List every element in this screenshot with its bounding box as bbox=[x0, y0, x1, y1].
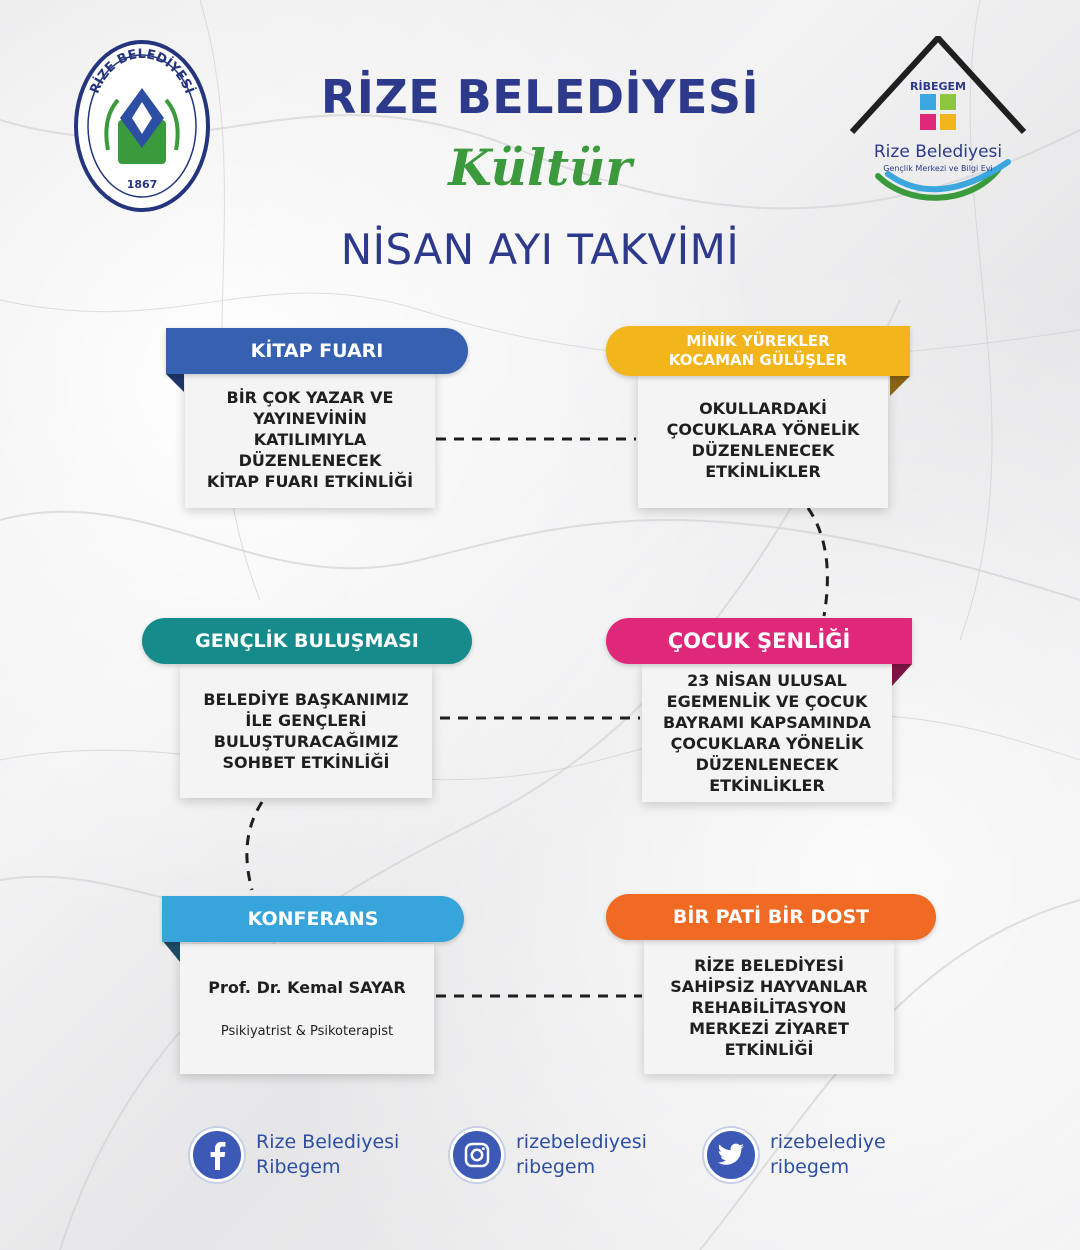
twitter-link[interactable] bbox=[704, 1128, 886, 1182]
konferans-role: Psikiyatrist & Psikoterapist bbox=[220, 1023, 394, 1039]
konferans-header: KONFERANS bbox=[162, 896, 464, 942]
twitter-line1: rizebelediye bbox=[770, 1131, 886, 1153]
twitter-line2: ribegem bbox=[770, 1156, 850, 1178]
instagram-line2: ribegem bbox=[516, 1156, 596, 1178]
cocuk-senligi-card bbox=[642, 664, 892, 802]
kitap-fuari-fold bbox=[166, 374, 184, 392]
facebook-line1: Rize Belediyesi bbox=[256, 1131, 400, 1153]
instagram-line1: rizebelediyesi bbox=[516, 1131, 647, 1153]
genclik-desc: BELEDİYE BAŞKANIMIZ İLE GENÇLERİ BULUŞTURACAĞIMIZ SOHBET ETKİNLİĞİ bbox=[203, 690, 409, 772]
kitap-fuari-card bbox=[185, 370, 435, 508]
minik-yurekler-card bbox=[638, 372, 888, 508]
minik-yurekler-fold bbox=[890, 376, 910, 396]
bir-pati-card bbox=[644, 940, 894, 1074]
page-title: RİZE BELEDİYESİ bbox=[320, 70, 760, 124]
kitap-fuari-desc: BİR ÇOK YAZAR VE YAYINEVİNİN KATILIMIYLA DÜZENLENECEK KİTAP FUARI ETKİNLİĞİ bbox=[206, 387, 414, 491]
svg-text:RİZE BELEDİYESİ: RİZE BELEDİYESİ bbox=[87, 46, 197, 96]
instagram-link[interactable] bbox=[450, 1128, 647, 1182]
facebook-icon bbox=[190, 1128, 244, 1182]
instagram-icon bbox=[450, 1128, 504, 1182]
cocuk-senligi-header: ÇOCUK ŞENLİĞİ bbox=[606, 618, 912, 664]
bir-pati-desc: RİZE BELEDİYESİ SAHİPSİZ HAYVANLAR REHABİLİTASYON MERKEZİ ZİYARET ETKİNLİĞİ bbox=[670, 955, 868, 1059]
page-subtitle: NİSAN AYI TAKVİMİ bbox=[340, 225, 740, 274]
facebook-link[interactable] bbox=[190, 1128, 399, 1182]
minik-yurekler-header: MİNİK YÜREKLER KOCAMAN GÜLÜŞLER bbox=[606, 326, 910, 376]
twitter-icon bbox=[704, 1128, 758, 1182]
ribegem-label: RİBEGEM bbox=[910, 80, 966, 93]
kitap-fuari-header: KİTAP FUARI bbox=[166, 328, 468, 374]
genclik-card bbox=[180, 664, 432, 798]
konferans-fold bbox=[162, 940, 180, 962]
bir-pati-header: BİR PATİ BİR DOST bbox=[606, 894, 936, 940]
facebook-line2: Ribegem bbox=[256, 1156, 341, 1178]
minik-yurekler-desc: OKULLARDAKİ ÇOCUKLARA YÖNELİK DÜZENLENECEK ETKİNLİKLER bbox=[666, 399, 860, 481]
konferans-speaker: Prof. Dr. Kemal SAYAR bbox=[208, 977, 406, 997]
konferans-card bbox=[180, 944, 434, 1074]
cocuk-senligi-desc: 23 NİSAN ULUSAL EGEMENLİK VE ÇOCUK BAYRAMI KAPSAMINDA ÇOCUKLARA YÖNELİK DÜZENLENECEK ETKİNLİKLER bbox=[662, 671, 872, 795]
ribegem-brand-sub: Gençlik Merkezi ve Bilgi Evi bbox=[883, 164, 993, 173]
ribegem-brand: Rize Belediyesi bbox=[873, 142, 1003, 162]
page-script-title: Kültür bbox=[448, 138, 632, 197]
genclik-header: GENÇLİK BULUŞMASI bbox=[142, 618, 472, 664]
cocuk-senligi-fold bbox=[892, 664, 912, 686]
logo-year: 1867 bbox=[126, 178, 158, 191]
